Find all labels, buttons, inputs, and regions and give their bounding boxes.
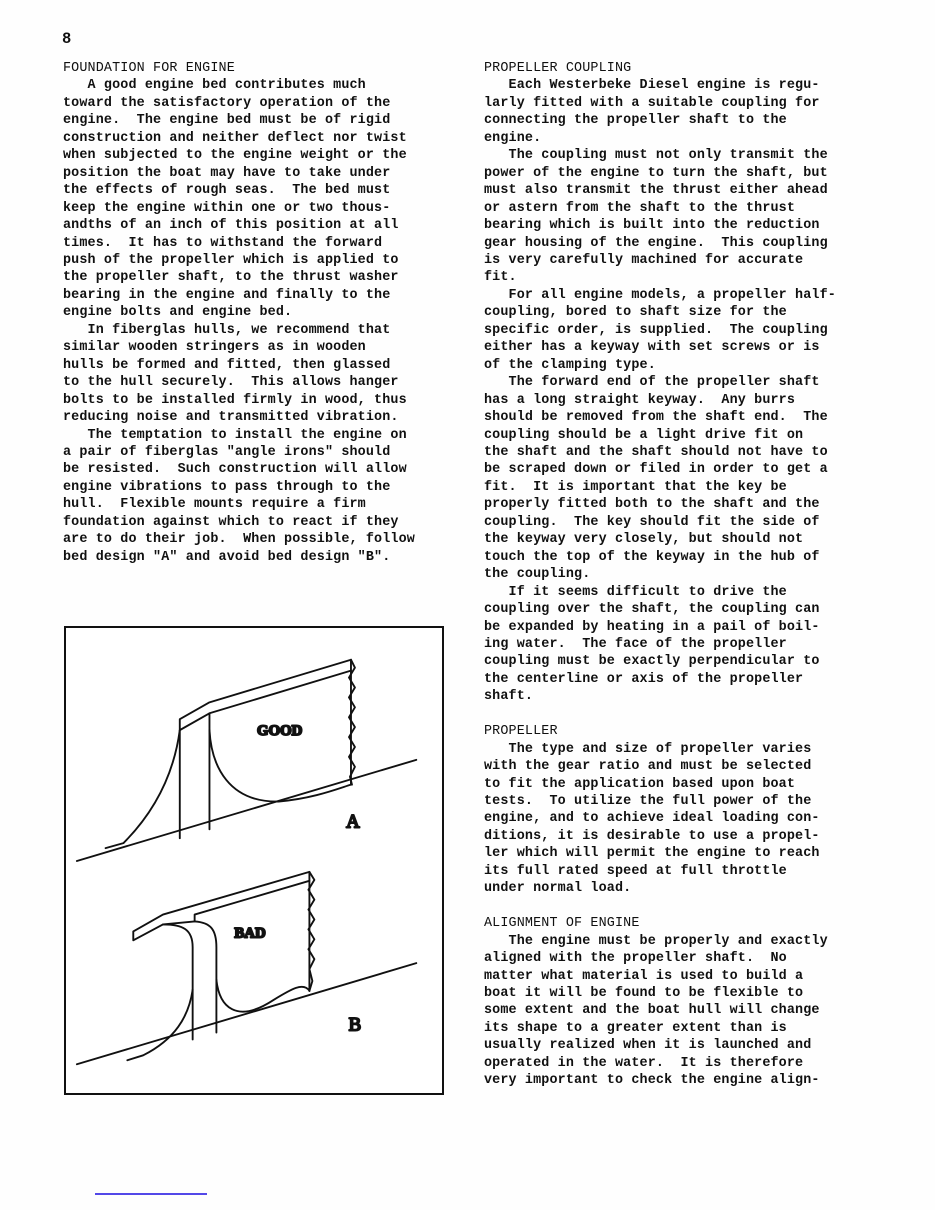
left-text-column (63, 60, 463, 566)
text-line: The engine must be properly and exactly (484, 933, 828, 949)
text-line: bolts to be installed firmly in wood, thus (63, 392, 407, 408)
paragraph-spacer (484, 706, 884, 723)
text-line: ing water. The face of the propeller (484, 636, 787, 652)
text-line: usually realized when it is launched and (484, 1038, 812, 1054)
text-line: power of the engine to turn the shaft, but (484, 165, 828, 181)
text-line: under normal load. (484, 881, 632, 897)
paragraph-spacer (484, 898, 884, 915)
section-heading-foundation: FOUNDATION FOR ENGINE (63, 61, 235, 76)
text-line: the centerline or axis of the propeller (484, 671, 804, 687)
text-line: construction and neither deflect nor twist (63, 130, 407, 146)
text-line: hull. Flexible mounts require a firm (63, 497, 366, 513)
text-line: engine, and to achieve ideal loading con- (484, 811, 820, 827)
text-line: fit. It is important that the key be (484, 479, 787, 495)
text-line: the effects of rough seas. The bed must (63, 183, 391, 199)
text-line: be expanded by heating in a pail of boil- (484, 619, 820, 635)
angle-iron-flange-b (133, 872, 309, 940)
text-line: similar wooden stringers as in wooden (63, 340, 366, 356)
text-line: of the clamping type. (484, 357, 656, 373)
text-line: The forward end of the propeller shaft (484, 375, 820, 391)
text-line: operated in the water. It is therefore (484, 1055, 804, 1071)
paragraph (484, 741, 884, 898)
text-line: or astern from the shaft to the thrust (484, 200, 796, 216)
angle-iron-web-right-b (195, 921, 217, 979)
text-line: For all engine models, a propeller half- (484, 287, 836, 303)
text-line: engine. (484, 130, 542, 146)
text-line: ler which will permit the engine to reach (484, 846, 820, 862)
text-line: specific order, is supplied. The coupling (484, 322, 828, 338)
text-line: coupling over the shaft, the coupling can (484, 602, 820, 618)
figure-letter-a: A (346, 811, 360, 833)
text-line: shaft. (484, 689, 534, 705)
engine-bed-design-figure (64, 626, 444, 1095)
text-line: coupling should be a light drive fit on (484, 427, 804, 443)
text-line: toward the satisfactory operation of the (63, 95, 391, 111)
stringer-top-face-a (180, 660, 351, 730)
paragraph (484, 147, 884, 287)
text-line: when subjected to the engine weight or the (63, 148, 407, 164)
text-line: coupling must be exactly perpendicular to (484, 654, 820, 670)
text-line: ditions, it is desirable to use a propel- (484, 828, 820, 844)
text-line: are to do their job. When possible, follow (63, 532, 415, 548)
text-line: bearing which is built into the reduction (484, 218, 820, 234)
text-line: some extent and the boat hull will change (484, 1003, 820, 1019)
text-line: push of the propeller which is applied to (63, 252, 399, 268)
paragraph (63, 427, 463, 567)
text-line: matter what material is used to build a (484, 968, 804, 984)
text-line: to fit the application based upon boat (484, 776, 796, 792)
text-line: is very carefully machined for accurate (484, 252, 804, 268)
text-line: boat it will be found to be flexible to (484, 985, 804, 1001)
section-heading-propeller: PROPELLER (484, 724, 558, 740)
text-line: engine vibrations to pass through to the (63, 479, 391, 495)
text-line: In fiberglas hulls, we recommend that (63, 322, 391, 338)
text-line: should be removed from the shaft end. The (484, 410, 828, 426)
text-line: properly fitted both to the shaft and the (484, 497, 820, 513)
figure-label-bad: BAD (234, 925, 266, 942)
fillet-right-b (216, 980, 309, 1012)
fillet-left-b (127, 990, 192, 1060)
text-line: If it seems difficult to drive the (484, 584, 787, 600)
text-line: The temptation to install the engine on (63, 427, 407, 443)
text-line: to the hull securely. This allows hanger (63, 375, 399, 391)
text-line: touch the top of the keyway in the hub of (484, 549, 820, 565)
text-line: tests. To utilize the full power of the (484, 794, 812, 810)
text-line: its full rated speed at full throttle (484, 863, 787, 879)
fillet-right-a (209, 730, 350, 801)
text-line: with the gear ratio and must be selected (484, 759, 812, 775)
text-line: reducing noise and transmitted vibration. (63, 410, 399, 426)
text-line: keep the engine within one or two thous- (63, 200, 391, 216)
text-line: a pair of fiberglas "angle irons" should (63, 444, 391, 460)
paragraph (484, 374, 884, 583)
right-text-column (484, 60, 884, 1090)
text-line: must also transmit the thrust either ahead (484, 183, 828, 199)
text-line: the coupling. (484, 567, 591, 583)
fillet-left-a (106, 730, 180, 848)
text-line: A good engine bed contributes much (63, 78, 366, 94)
text-line: Each Westerbeke Diesel engine is regu- (484, 78, 820, 94)
figure-letter-b: B (348, 1014, 362, 1036)
text-line: times. It has to withstand the forward (63, 235, 383, 251)
text-line: andths of an inch of this position at all (63, 218, 399, 234)
text-line: engine bolts and engine bed. (63, 305, 293, 321)
text-line: the shaft and the shaft should not have to (484, 444, 828, 460)
footer-divider-rule (95, 1193, 207, 1195)
text-line: be resisted. Such construction will allow (63, 462, 407, 478)
text-line: The type and size of propeller varies (484, 741, 812, 757)
paragraph (484, 584, 884, 706)
text-line: very important to check the engine align- (484, 1073, 820, 1089)
paragraph (63, 322, 463, 427)
text-line: position the boat may have to take under (63, 165, 391, 181)
text-line: engine. The engine bed must be of rigid (63, 113, 391, 129)
text-line: hulls be formed and fitted, then glassed (63, 357, 391, 373)
text-line: has a long straight keyway. Any burrs (484, 392, 796, 408)
text-line: gear housing of the engine. This coupling (484, 235, 828, 251)
text-line: coupling, bored to shaft size for the (484, 305, 787, 321)
text-line: coupling. The key should fit the side of (484, 514, 820, 530)
text-line: aligned with the propeller shaft. No (484, 951, 787, 967)
paragraph (484, 933, 884, 1090)
torn-edge-a (349, 660, 355, 785)
text-line: foundation against which to react if they (63, 514, 399, 530)
hull-line-a (77, 760, 416, 861)
text-line: connecting the propeller shaft to the (484, 113, 787, 129)
figure-drawing (66, 628, 442, 1093)
text-line: bed design "A" and avoid bed design "B". (63, 549, 391, 565)
text-line: bearing in the engine and finally to the (63, 287, 391, 303)
figure-label-good: GOOD (257, 723, 303, 740)
text-line: its shape to a greater extent than is (484, 1020, 787, 1036)
text-line: the propeller shaft, to the thrust washer (63, 270, 399, 286)
text-line: The coupling must not only transmit the (484, 148, 828, 164)
page-number: 8 (62, 30, 72, 48)
hull-line-b (77, 963, 416, 1064)
angle-iron-inner-corner-b (163, 924, 193, 989)
paragraph (484, 77, 884, 147)
text-line: larly fitted with a suitable coupling for (484, 95, 820, 111)
text-line: the keyway very closely, but should not (484, 532, 804, 548)
section-heading-propeller-coupling: PROPELLER COUPLING (484, 61, 632, 76)
paragraph (63, 77, 463, 321)
text-line: either has a keyway with set screws or is (484, 340, 820, 356)
section-heading-alignment-of-engine: ALIGNMENT OF ENGINE (484, 916, 640, 932)
text-line: fit. (484, 270, 517, 286)
text-line: be scraped down or filed in order to get a (484, 462, 828, 478)
paragraph (484, 287, 884, 374)
